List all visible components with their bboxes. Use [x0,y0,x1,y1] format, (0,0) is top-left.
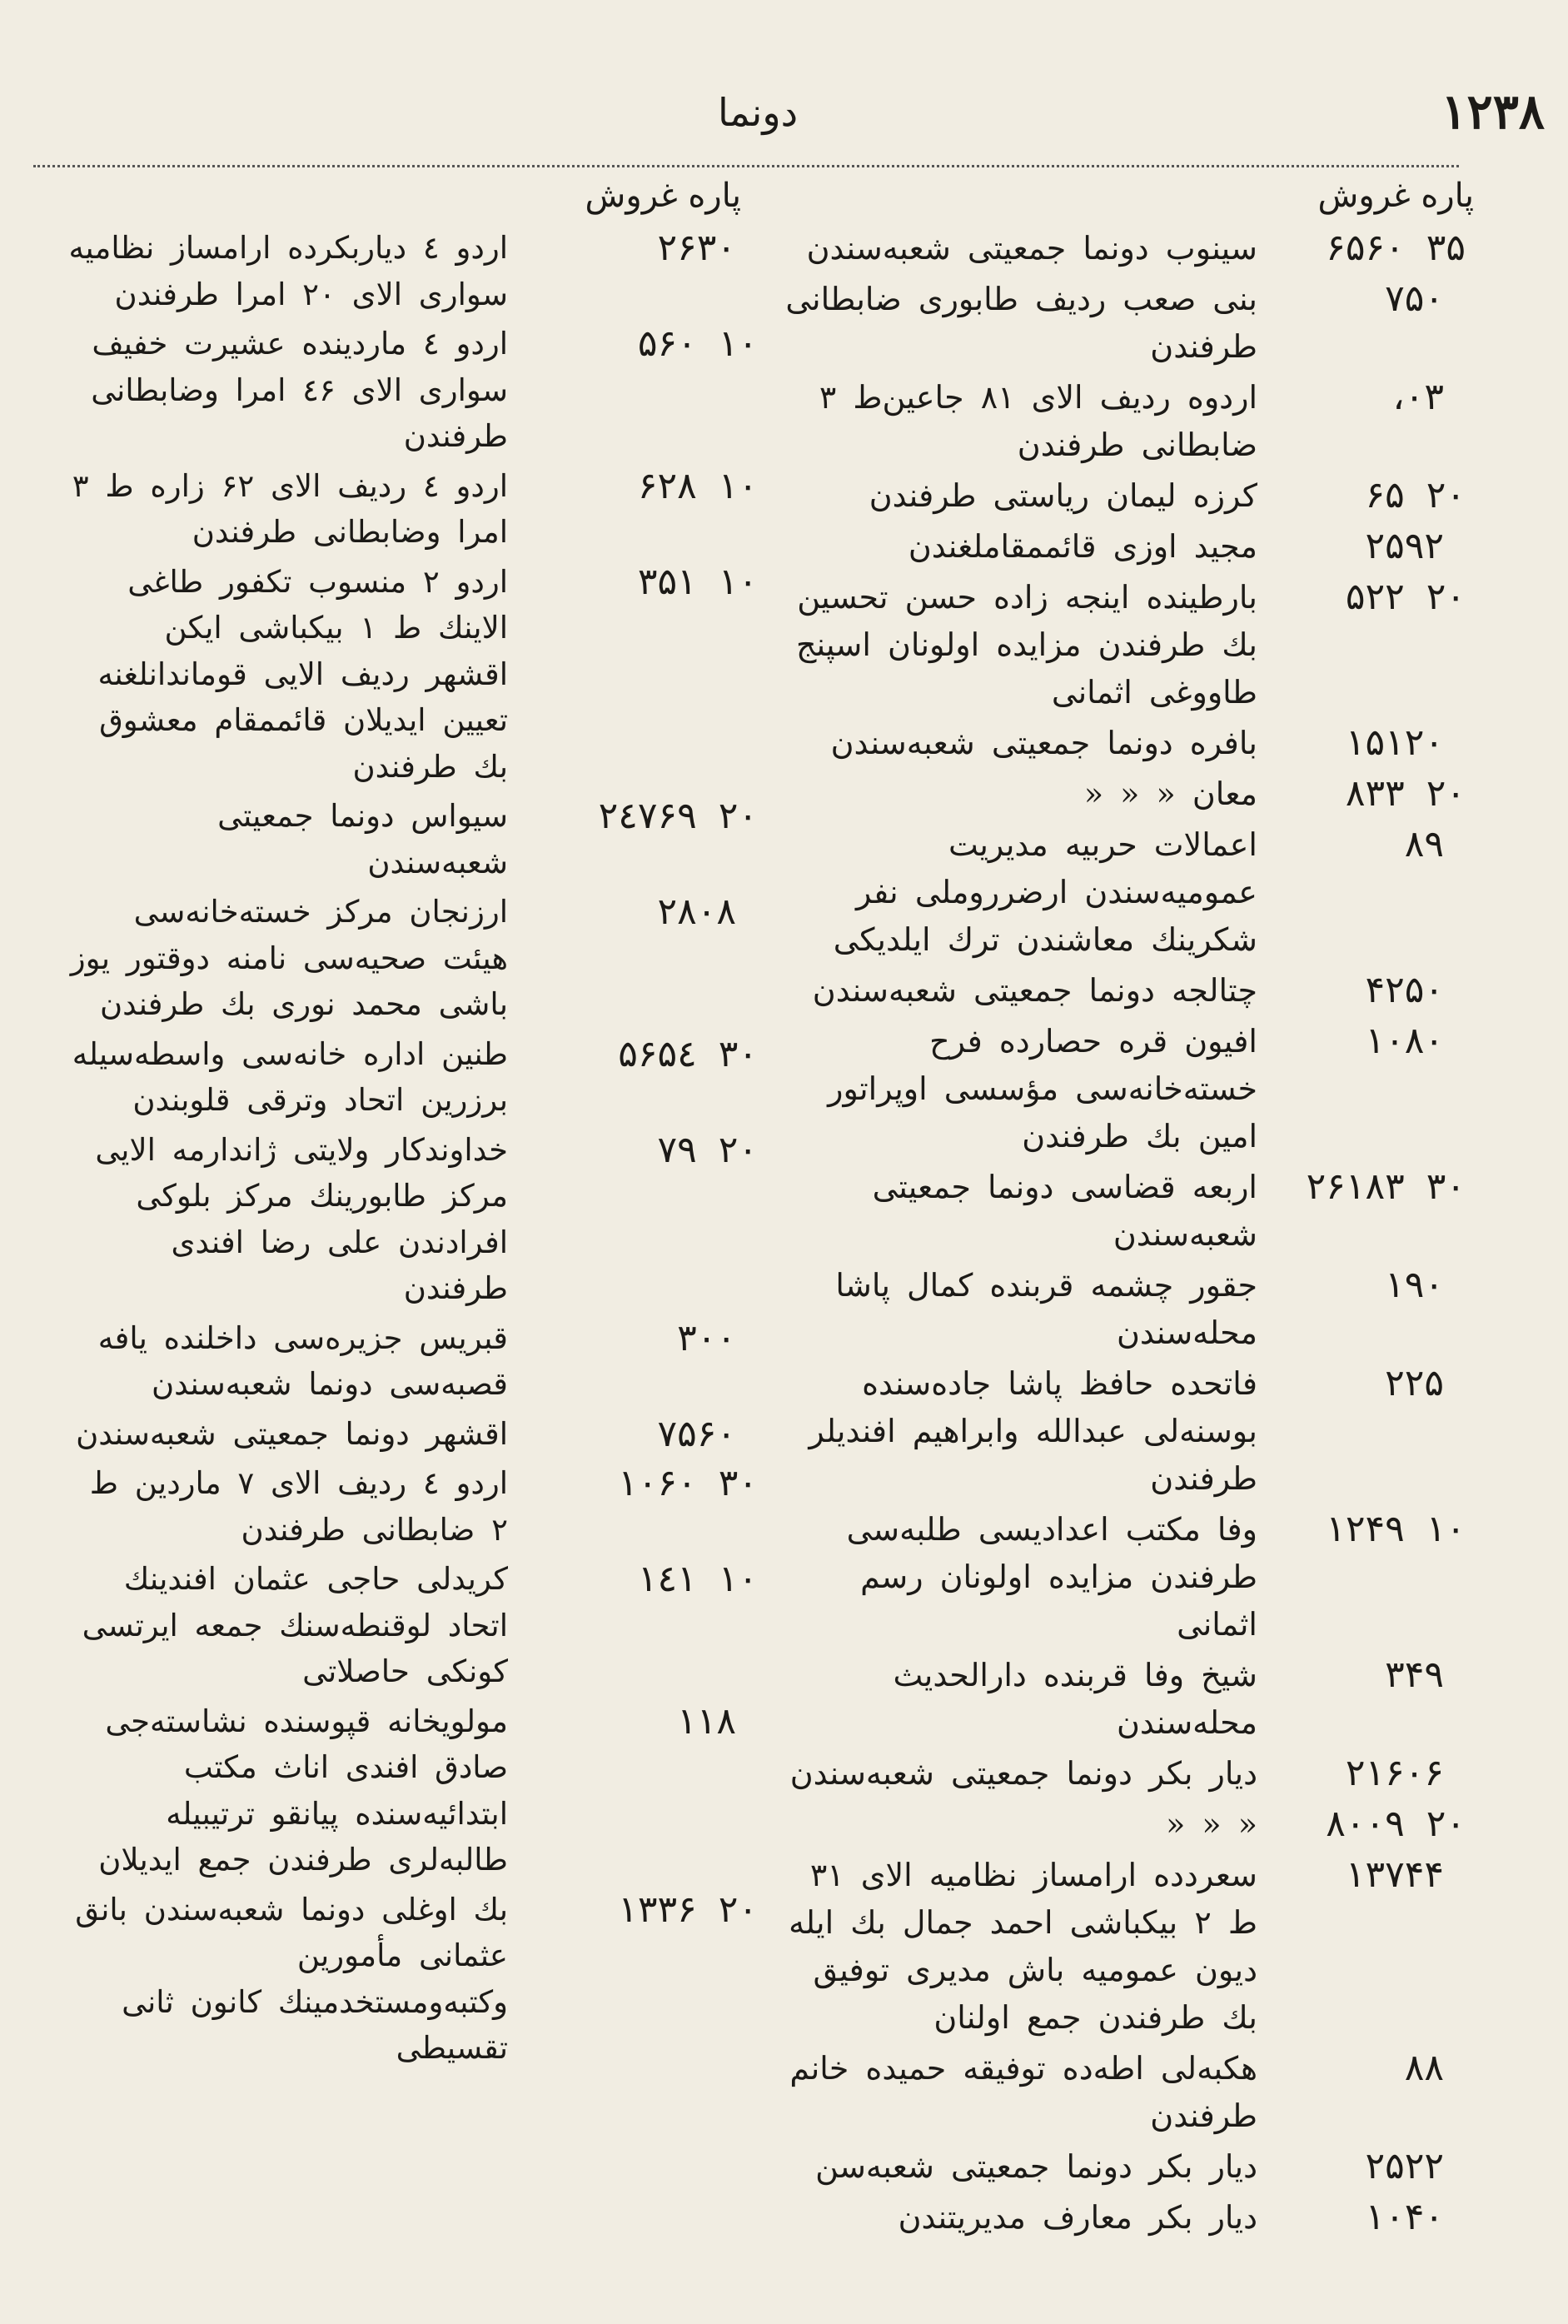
entry-description: اقشهر دونما جمعیتی شعبه‌سندن [76,1415,508,1452]
entry-description: سعردده ارامساز نظامیه الای ۳۱ ط ۲ بیکباشی احمد جمال بك ایله دیون عمومیه باش مدیری توفیق بك طرفندن جمع اولنان [789,1857,1257,2036]
kurush-amount: ۱۳۳۶ [618,1888,697,1931]
ledger-entry [783,523,1466,571]
entry-description: مولویخانه قپوسنده نشاسته‌جی صادق افندی اناث مکتب ابتدائیه‌سنده پیانقو ترتیبیله طالبه‌لری طرفندن جمع ایدیلان [98,1703,508,1878]
amount [1257,2045,1466,2089]
para-amount: ۱۰ [718,1558,758,1600]
ledger-entry [783,2045,1466,2140]
amount [508,889,758,933]
entry-description: وفا مکتب اعدادیسی طلبه‌سی طرفندن مزایده اولونان رسم اثمانی [846,1511,1257,1643]
entry-description: طنین اداره خانه‌سی واسطه‌سیله برزرین اتحاد وترقی قلوبندن [72,1035,508,1118]
kurush-amount: ۱۵۱۲۰ [1345,721,1444,764]
ledger-entry [67,1031,758,1124]
entry-description: قبریس جزیره‌سی داخلنده یافه قصبه‌سی دونما شعبه‌سندن [97,1319,508,1402]
kurush-amount: ۷۹ [657,1128,697,1171]
ledger-entry [783,1018,1466,1160]
entry-description: اعمالات حربیه مدیریت عمومیه‌سندن ارضرروملی نفر شکرینك معاشندن ترك ایلدیکی [833,826,1257,958]
entry-description: اردوه ردیف الای ۸۱ جاعین‌ط ۳ ضابطانی طرفندن [819,379,1257,463]
kurush-amount: ۰۳، [1392,376,1444,418]
ledger-entry [67,559,758,790]
kurush-amount: ۸۹ [1404,823,1444,865]
kurush-amount: ۵۲۲ [1345,576,1405,618]
amount [1257,1750,1466,1794]
kurush-amount: ۸۸ [1404,2047,1444,2089]
entry-description: اردو ٤ ردیف الای ۶۲ زاره ط ۳ امرا وضابطانی طرفندن [72,467,508,550]
para-amount: ۳۵ [1426,227,1466,269]
amount [1257,1360,1466,1404]
para-amount: ۲۰ [718,1128,758,1171]
ledger-entry [67,793,758,885]
entry-description: « « « [1166,1806,1257,1843]
kurush-amount: ۷۵۰ [1385,277,1444,320]
kurush-amount: ۲۶۱۸۳ [1306,1165,1405,1208]
kurush-header: غروش [1317,177,1411,215]
entry-description: معان « « « [1083,775,1257,812]
para-amount: ۳۰ [718,1032,758,1075]
ledger-entry [783,225,1466,272]
ledger-entry [67,463,758,556]
entry-description: بارطینده اینجه زاده حسن تحسین بك طرفندن مزایده اولونان اسپنج طاووغی اثمانی [796,579,1257,711]
kurush-amount: ۶۵۶۰ [1326,227,1405,269]
ledger-entry [783,276,1466,371]
ledger-entry [67,1887,758,2072]
ledger-entry [783,1801,1466,1848]
kurush-header: غروش [585,177,678,215]
amount [508,1698,758,1743]
para-amount: ۲۰ [1426,474,1466,516]
kurush-amount: ۴۲۵۰ [1365,969,1444,1011]
ledger-entry [783,967,1466,1015]
amount [1257,1262,1466,1306]
entry-description: بافره دونما جمعیتی شعبه‌سندن [830,725,1257,761]
ledger-entry [783,2143,1466,2191]
entry-description: جقور چشمه قربنده کمال پاشا محله‌سندن [835,1267,1257,1351]
ledger-entry [783,1262,1466,1357]
amount [1257,1506,1466,1550]
entry-description: سینوب دونما جمعیتی شعبه‌سندن [806,230,1257,267]
amount [1257,574,1466,618]
amount [1257,1018,1466,1062]
left-column [67,225,758,2282]
running-title: دونما [717,90,799,135]
ledger-entry [783,472,1466,520]
ledger-entry [67,1315,758,1408]
amount [1257,225,1466,269]
entry-description: بنی صعب ردیف طابوری ضابطانی طرفندن [785,281,1257,365]
ledger-entry [783,574,1466,716]
amount [1257,472,1466,516]
para-amount: ۳۰ [718,1462,758,1504]
para-amount: ۲۰ [1426,1803,1466,1845]
entry-description: دیار بکر دونما جمعیتی شعبه‌سندن [789,1755,1257,1792]
para-amount: ۲۰ [718,795,758,837]
ledger-entry [67,225,758,317]
entry-description: افیون قره حصارده فرح خسته‌خانه‌سی مؤسسی اوپراتور امین بك طرفندن [828,1023,1257,1155]
amount [508,793,758,837]
kurush-amount: ۶۲۸ [637,464,697,507]
entry-description: سیواس دونما جمعیتی شعبه‌سندن [217,798,508,880]
ledger-entry [783,374,1466,469]
entry-description: دیار بکر دونما جمعیتی شعبه‌سن [815,2148,1257,2185]
ledger-entry [67,1556,758,1695]
amount [1257,1852,1466,1896]
kurush-amount: ۵۶۵٤ [618,1032,697,1075]
kurush-amount: ۶۵ [1365,474,1405,516]
amount [508,559,758,603]
ledger-entry [783,1750,1466,1798]
ledger-entry [67,1411,758,1458]
header-rule [33,165,1459,167]
kurush-amount: ۲۵۹۲ [1365,525,1444,567]
right-column [783,225,1466,2282]
amount [508,1315,758,1359]
amount [1257,771,1466,815]
kurush-amount: ۱٤۱ [637,1558,697,1600]
entry-description: کرزه لیمان ریاستی طرفندن [869,477,1257,514]
ledger-entry [783,1852,1466,2042]
amount [508,1887,758,1931]
kurush-amount: ۲۲۵ [1385,1362,1444,1404]
entry-description: کریدلی حاجی عثمان افندینك اتحاد لوقنطه‌سنك جمعه ایرتسی کونکی حاصلاتی [82,1561,508,1689]
kurush-amount: ۲۸۰۸ [657,890,736,933]
entry-description: هکبه‌لی اطه‌ده توفیقه حمیده خانم طرفندن [789,2050,1257,2134]
amount [1257,523,1466,567]
entry-description: اردو ٤ ماردینده عشیرت خفیف سواری الای ٤۶ امرا وضابطانی طرفندن [91,326,508,454]
ledger-entry [783,1506,1466,1648]
para-amount: ۲۰ [1426,772,1466,815]
entry-description: اربعه قضاسی دونما جمعیتی شعبه‌سندن [872,1169,1257,1253]
ledger-entry [783,821,1466,964]
ledger-entry [67,1460,758,1553]
amount [1257,276,1466,320]
ledger-entry [783,1360,1466,1503]
kurush-amount: ۱۳۷۴۴ [1345,1853,1444,1896]
kurush-amount: ۱۰۸۰ [1365,1020,1444,1062]
entry-description: شیخ وفا قربنده دارالحدیث محله‌سندن [893,1657,1257,1741]
entry-description: دیار بکر معارف مدیریتندن [898,2199,1257,2236]
page-number: ۱۲۳۸ [1441,83,1545,140]
ledger-entry [783,720,1466,767]
para-amount: ۳۰ [1426,1165,1466,1208]
entry-description: اردو ۲ منسوب تکفور طاغی الاینك ط ۱ بیکباشی ایکن اقشهر ردیف الایی قوماندانلغنه تعیین ایدیلان قائممقام معشوق بك طرفندن [97,563,508,785]
amount [508,1411,758,1455]
amount [1257,2194,1466,2238]
ledger-entry [67,1698,758,1883]
ledger-entry [783,2194,1466,2242]
kurush-amount: ۲۱۶۰۶ [1345,1752,1444,1794]
amount [508,1556,758,1600]
entry-description: چتالجه دونما جمعیتی شعبه‌سندن [812,972,1257,1009]
right-column-header [1299,177,1474,215]
para-amount: ۱۰ [1426,1508,1466,1550]
para-amount: ۱۰ [718,464,758,507]
entry-description: خداوندکار ولایتی ژاندارمه الایی مرکز طابورینك مرکز بلوکی افرادندن علی رضا افندی طرفندن [95,1131,508,1306]
kurush-amount: ۱۰۶۰ [618,1462,697,1504]
amount [1257,967,1466,1011]
para-amount: ۱۰ [718,322,758,365]
para-amount: ۲۰ [1426,576,1466,618]
entry-description: اردو ٤ ردیف الای ۷ ماردین ط ۲ ضابطانی طرفندن [89,1465,508,1548]
para-amount: ۲۰ [718,1888,758,1931]
amount [1257,1164,1466,1208]
kurush-amount: ۲٤۷۶۹ [598,795,697,837]
kurush-amount: ۵۶۰ [637,322,697,365]
ledger-entry [67,1127,758,1312]
ledger-entry [67,321,758,460]
ledger-entry [783,771,1466,818]
amount [1257,720,1466,764]
left-column-header [558,177,741,215]
ledger-entry [783,1164,1466,1259]
amount [508,463,758,507]
kurush-amount: ۱۲۴۹ [1326,1508,1405,1550]
ledger-entry [783,1652,1466,1747]
kurush-amount: ۱۱۸ [677,1699,736,1743]
amount [1257,1801,1466,1845]
amount [1257,821,1466,865]
kurush-amount: ۸۰۰۹ [1326,1803,1405,1845]
kurush-amount: ۲۵۲۲ [1365,2145,1444,2187]
ledger-entry [67,889,758,1028]
amount [508,1460,758,1504]
entry-description: مجید اوزی قائممقاملغندن [908,528,1257,565]
kurush-amount: ۲۶۳۰ [657,227,736,269]
amount [1257,2143,1466,2187]
kurush-amount: ۸۳۳ [1345,772,1405,815]
kurush-amount: ۷۵۶۰ [657,1412,736,1455]
entry-description: ارزنجان مرکز خسته‌خانه‌سی هیئت صحیه‌سی نامنه دوقتور یوز باشی محمد نوری بك طرفندن [70,894,508,1022]
amount [508,321,758,365]
para-header: پاره [688,177,741,215]
para-header: پاره [1421,177,1474,215]
amount [508,225,758,269]
kurush-amount: ۱۰۴۰ [1365,2196,1444,2238]
amount [1257,1652,1466,1696]
amount [1257,374,1466,418]
amount [508,1127,758,1171]
entry-description: بك اوغلی دونما شعبه‌سندن بانق عثمانی مأمورین وکتبه‌ومستخدمینك کانون ثانی تقسیطی [75,1891,508,2066]
para-amount: ۱۰ [718,560,758,603]
entry-description: اردو ٤ دیاربکرده ارامساز نظامیه سواری الای ۲۰ امرا طرفندن [68,230,508,312]
kurush-amount: ۳۰۰ [677,1316,736,1359]
amount [508,1031,758,1075]
kurush-amount: ۳۵۱ [637,560,697,603]
kurush-amount: ۳۴۹ [1385,1653,1444,1696]
kurush-amount: ۱۹۰ [1385,1264,1444,1306]
entry-description: فاتحده حافظ پاشا جاده‌سنده بوسنه‌لی عبدالله وابراهیم افندیلر طرفندن [809,1365,1257,1497]
